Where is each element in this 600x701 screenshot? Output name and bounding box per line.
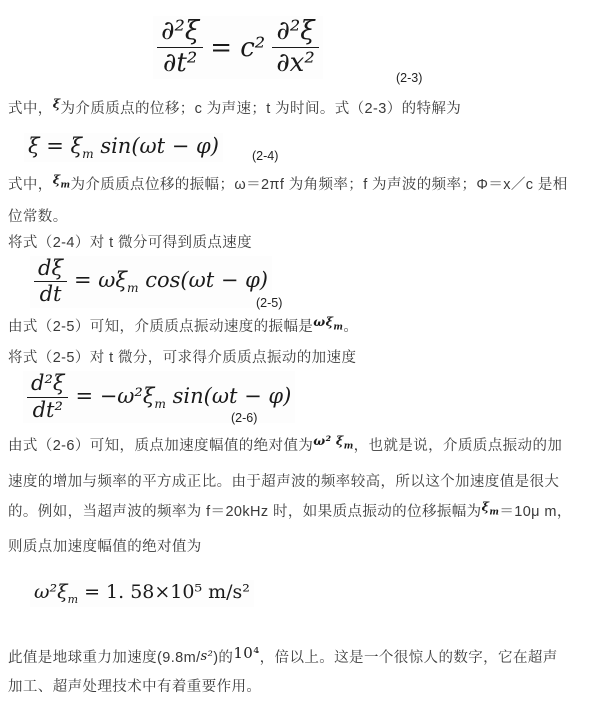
fraction-numerator: d²ξ — [27, 372, 68, 398]
text-run: 将式（2-4）对 t 微分可得到质点速度 — [8, 234, 253, 251]
inline-math-xi-m — [335, 433, 354, 452]
text-run: 为介质质点的位移；c 为声速；t 为时间。式（2-3）的特解为 — [60, 101, 462, 118]
subscript-m: m — [154, 397, 166, 412]
equation-result-value — [30, 580, 572, 607]
text-run: )的 — [213, 650, 234, 667]
fraction-dx — [272, 17, 319, 78]
fraction-denominator: ∂x² — [276, 48, 315, 79]
equation-wave-content — [153, 16, 323, 79]
equation-acceleration — [23, 371, 572, 426]
fraction-d2xi-dt2 — [27, 372, 68, 422]
inline-math-s-squared: s² — [200, 649, 214, 665]
text-run: 为介质质点位移的振幅；ω＝2πf 为角频率；f 为声波的频率；Φ＝x／c 是相位常数。 — [8, 177, 568, 225]
equation-particular-solution — [24, 133, 572, 162]
subscript-m: m — [60, 180, 71, 191]
math-run: = ωξ — [74, 268, 127, 293]
equation-velocity — [30, 256, 572, 308]
equation-number-2-6: (2-6) — [231, 411, 258, 426]
fraction-numerator: ∂²ξ — [157, 17, 203, 48]
subscript-m: m — [333, 322, 344, 333]
fraction-denominator: ∂t² — [162, 48, 198, 79]
text-run: 式中， — [8, 177, 53, 194]
fraction-dxi-dt — [34, 257, 67, 307]
equation-body — [34, 581, 250, 606]
paragraph-conclusion — [8, 643, 572, 701]
math-run: ξ — [52, 172, 61, 188]
equation-body — [28, 134, 219, 161]
equation-number-2-4: (2-4) — [252, 149, 279, 164]
equation-wave — [153, 16, 572, 86]
paragraph-after-2-6 — [8, 431, 572, 562]
fraction-dt — [157, 17, 203, 78]
equation-body — [75, 384, 291, 411]
math-run: = 1. 58×10⁵ m/s² — [78, 581, 250, 604]
text-run: 此值是地球重力加速度(9.8m/ — [8, 650, 201, 667]
inline-math-xi: ξ — [52, 96, 61, 112]
math-run: ω²ξ — [34, 581, 68, 604]
paragraph-differentiate-2-4 — [8, 230, 572, 256]
subscript-m: m — [343, 441, 354, 452]
text-run: 由式（2-6）可知，质点加速度幅值的绝对值为 — [8, 438, 314, 455]
text-run: 。 — [343, 318, 359, 335]
text-run: ，也就是说，介质质点振动的加速度的增加与频率的平方成正比。由于超声波的频率较高，所以这个加速度值是很大的。例如，当超声波的频率为 f＝20kHz 时，如果质点振动的位移振幅为 — [8, 438, 563, 520]
subscript-m: m — [489, 507, 500, 518]
math-run: sin(ωt − φ) — [165, 383, 292, 408]
inline-math-omega-xi-m — [313, 313, 344, 333]
equation-number-2-5: (2-5) — [256, 295, 283, 310]
fraction-denominator: dt² — [32, 397, 63, 422]
text-run: ＝10μ m，则质点加速度幅值的绝对值为 — [8, 503, 572, 556]
equation-number-2-3: (2-3) — [396, 71, 423, 86]
math-run: = −ω²ξ — [75, 383, 155, 408]
equation-content — [30, 256, 272, 308]
inline-math-xi-m — [481, 498, 500, 518]
fraction-numerator: ∂²ξ — [272, 17, 318, 48]
subscript-m: m — [126, 281, 139, 296]
equation-body — [74, 268, 268, 295]
text-run: ，倍以上。这是一个很惊人的数字，它在超声加工、超声处理技术中有着重要作用。 — [8, 650, 558, 696]
text-run: 将式（2-5）对 t 微分，可求得介质质点振动的加速度 — [8, 350, 357, 367]
fraction-denominator: dt — [39, 282, 62, 307]
equation-middle: = c² — [210, 32, 266, 63]
paragraph-after-2-4 — [8, 172, 572, 230]
fraction-numerator: dξ — [34, 257, 67, 283]
math-run: ξ — [481, 498, 490, 514]
math-run: cos(ωt − φ) — [138, 268, 268, 293]
inline-math-ten-to-fourth: 10⁴ — [233, 644, 260, 663]
paragraph-after-2-5 — [8, 314, 572, 346]
math-run: sin(ωt − φ) — [93, 134, 219, 159]
text-run: 式中， — [8, 101, 53, 118]
paragraph-differentiate-2-5 — [8, 345, 572, 371]
subscript-m: m — [82, 147, 94, 162]
text-run: 由式（2-5）可知，介质质点振动速度的振幅是 — [8, 318, 314, 335]
equation-content — [24, 133, 223, 162]
inline-math-xi-m — [52, 172, 71, 191]
paragraph-after-2-3 — [8, 95, 572, 123]
math-run: ωξ — [313, 313, 334, 329]
inline-math-omega-squared: ω² — [313, 433, 332, 449]
math-run: ξ = ξ — [28, 134, 83, 159]
equation-content — [30, 580, 254, 607]
math-run: ξ — [335, 433, 344, 449]
subscript-m: m — [67, 593, 79, 607]
